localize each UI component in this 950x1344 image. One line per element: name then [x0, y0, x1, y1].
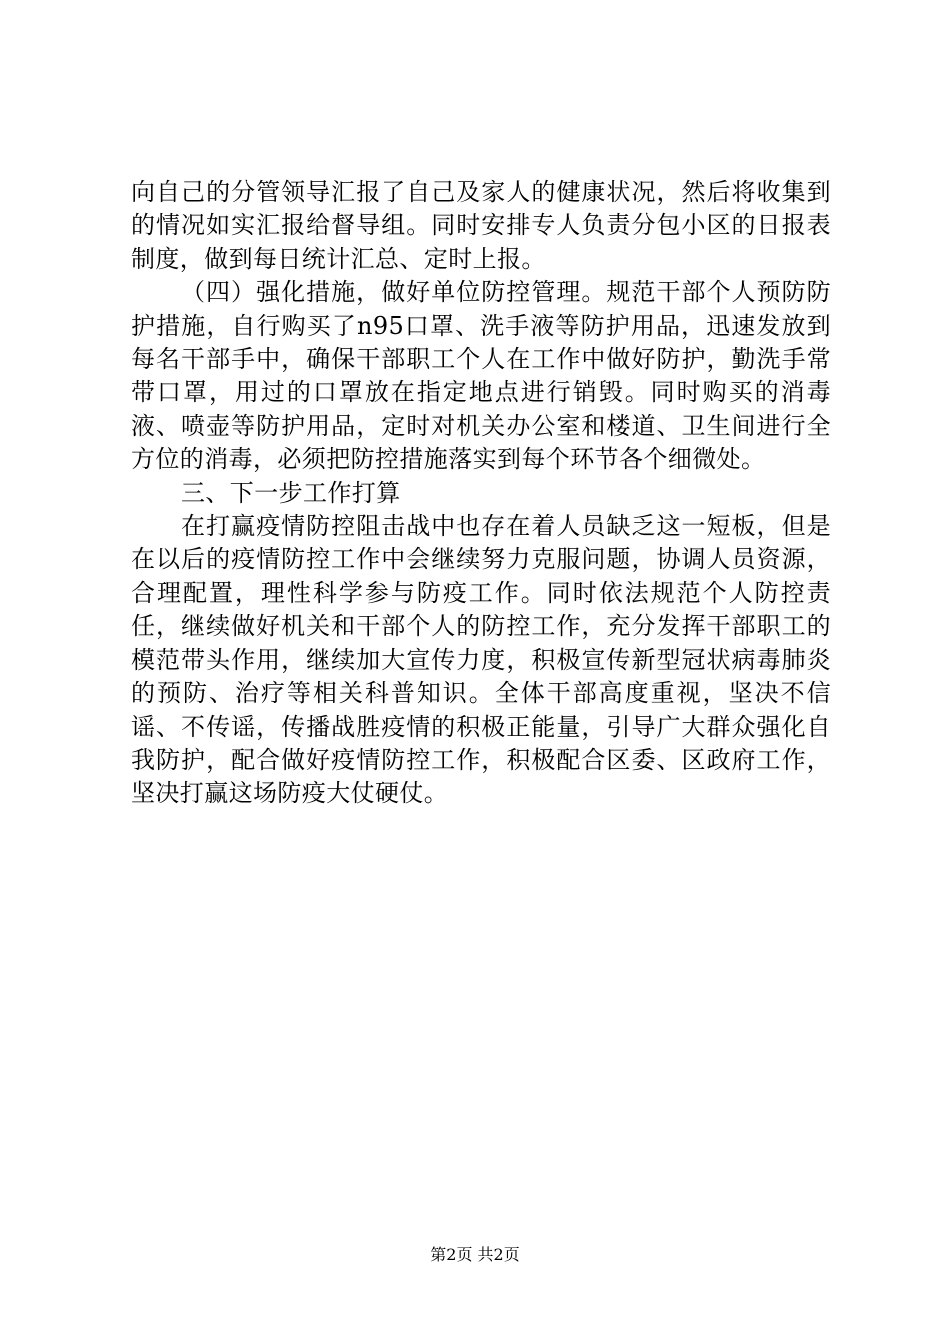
document-body [131, 176, 831, 811]
paragraph-next-steps: 在打赢疫情防控阻击战中也存在着人员缺乏这一短板，但是在以后的疫情防控工作中会继续努力克服问题，协调人员资源，合理配置，理性科学参与防疫工作。同时依法规范个人防控责任，继续做好机关和干部个人的防控工作，充分发挥干部职工的模范带头作用，继续加大宣传力度，积极宣传新型冠状病毒肺炎的预防、治疗等相关科普知识。全体干部高度重视，坚决不信谣、不传谣，传播战胜疫情的积极正能量，引导广大群众强化自我防护，配合做好疫情防控工作，积极配合区委、区政府工作，坚决打赢这场防疫大仗硬仗。 [131, 512, 831, 808]
paragraph-section-four: （四）强化措施，做好单位防控管理。规范干部个人预防防护措施，自行购买了n95口罩、洗手液等防护用品，迅速发放到每名干部手中，确保干部职工个人在工作中做好防护，勤洗手常带口罩，用过的口罩放在指定地点进行销毁。同时购买的消毒液、喷壶等防护用品，定时对机关办公室和楼道、卫生间进行全方位的消毒，必须把防控措施落实到每个环节各个细微处。 [131, 278, 831, 474]
paragraph-continuation: 向自己的分管领导汇报了自己及家人的健康状况，然后将收集到的情况如实汇报给督导组。同时安排专人负责分包小区的日报表制度，做到每日统计汇总、定时上报。 [131, 178, 831, 273]
section-heading-next-steps: 三、下一步工作打算 [181, 478, 401, 507]
page-footer: 第2页 共2页 [430, 1245, 520, 1264]
